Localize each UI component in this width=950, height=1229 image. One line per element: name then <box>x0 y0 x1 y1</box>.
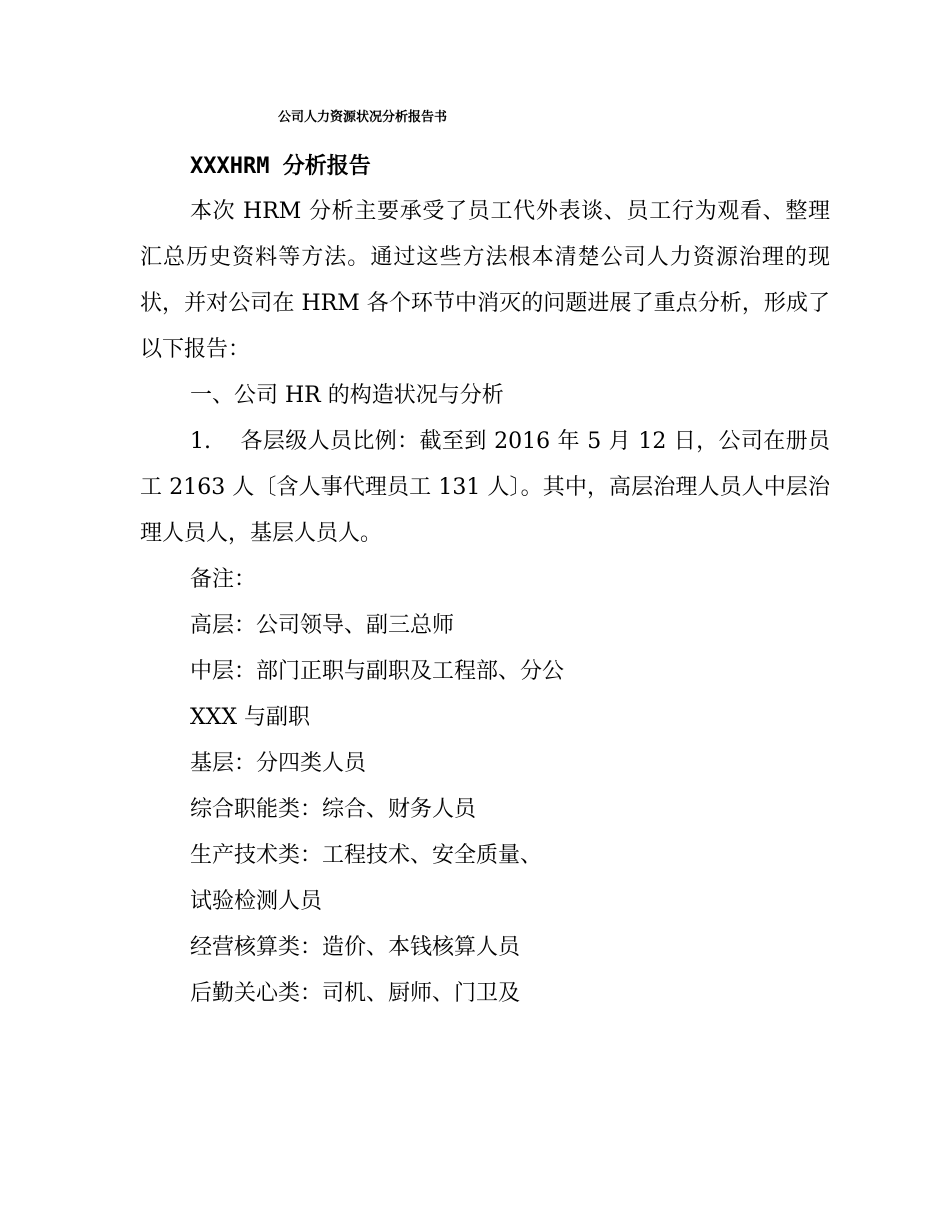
intro-paragraph: 本次 HRM 分析主要承受了员工代外表谈、员工行为观看、整理汇总历史资料等方法。通过这些方法根本清楚公司人力资源治理的现状，并对公司在 HRM 各个环节中消灭的问题进展了重点分析，形成了以下报告： <box>140 199 830 362</box>
note-line: 综合职能类：综合、财务人员 <box>190 797 477 822</box>
document-header: 公司人力资源状况分析报告书 <box>278 110 448 125</box>
note-line: 中层：部门正职与副职及工程部、分公 <box>190 659 565 684</box>
note-line: 试验检测人员 <box>190 889 323 914</box>
staff-ratio-paragraph: 1. 各层级人员比例：截至到 2016 年 5 月 12 日，公司在册员工 2163 人〔含人事代理员工 131 人〕。其中，高层治理人员人中层治理人员人，基层人员人。 <box>140 429 830 546</box>
note-line: XXX 与副职 <box>190 705 310 730</box>
note-line: 高层：公司领导、副三总师 <box>190 613 455 638</box>
document-title: XXXHRM 分析报告 <box>190 154 371 179</box>
note-line: 生产技术类：工程技术、安全质量、 <box>190 843 543 868</box>
note-line: 后勤关心类：司机、厨师、门卫及 <box>190 981 521 1006</box>
section-heading: 一、公司 HR 的构造状况与分析 <box>190 383 504 408</box>
note-line: 经营核算类：造价、本钱核算人员 <box>190 935 521 960</box>
note-line: 基层：分四类人员 <box>190 751 367 776</box>
notes-label: 备注： <box>190 567 257 592</box>
